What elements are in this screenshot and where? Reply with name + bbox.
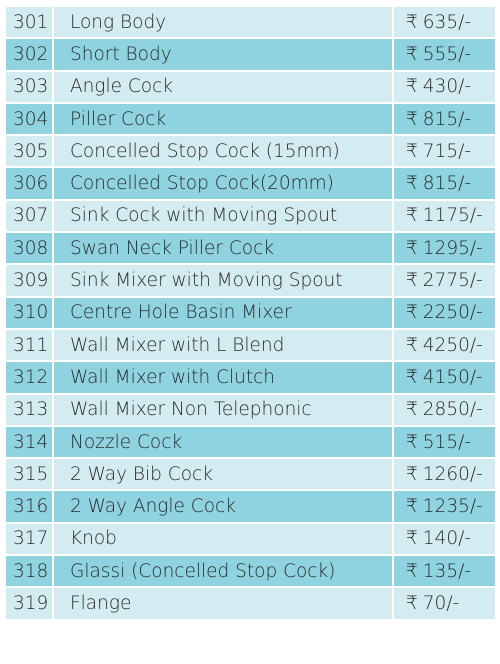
- item-price: 1295/-: [422, 237, 483, 259]
- item-name: Sink Mixer with Moving Spout: [54, 265, 392, 295]
- item-price-cell: [394, 524, 495, 554]
- item-price: 635/-: [422, 11, 472, 33]
- price-list-body: [6, 7, 495, 619]
- item-price: 4250/-: [422, 334, 483, 356]
- rupee-symbol: ₹: [406, 205, 418, 227]
- rupee-symbol: ₹: [406, 302, 418, 324]
- item-name: Wall Mixer Non Telephonic: [54, 395, 392, 425]
- item-price-cell: [394, 39, 495, 69]
- item-code: 311: [6, 330, 52, 360]
- item-code: 305: [6, 136, 52, 166]
- item-code: 317: [6, 524, 52, 554]
- table-row: [6, 330, 495, 360]
- item-name: Swan Neck Piller Cock: [54, 233, 392, 263]
- item-price-cell: [394, 298, 495, 328]
- rupee-symbol: ₹: [406, 76, 418, 98]
- item-code: 303: [6, 72, 52, 102]
- table-row: [6, 201, 495, 231]
- item-price-cell: [394, 233, 495, 263]
- item-code: 308: [6, 233, 52, 263]
- item-price: 135/-: [422, 560, 472, 582]
- item-code: 309: [6, 265, 52, 295]
- table-row: [6, 395, 495, 425]
- item-code: 310: [6, 298, 52, 328]
- item-price-cell: [394, 588, 495, 618]
- item-code: 312: [6, 362, 52, 392]
- item-name: Concelled Stop Cock (15mm): [54, 136, 392, 166]
- item-name: Short Body: [54, 39, 392, 69]
- item-name: Nozzle Cock: [54, 427, 392, 457]
- item-code: 307: [6, 201, 52, 231]
- item-price-cell: [394, 427, 495, 457]
- item-code: 302: [6, 39, 52, 69]
- item-code: 304: [6, 104, 52, 134]
- rupee-symbol: ₹: [406, 366, 418, 388]
- item-name: 2 Way Bib Cock: [54, 459, 392, 489]
- item-code: 306: [6, 168, 52, 198]
- price-list-table: [4, 5, 497, 621]
- rupee-symbol: ₹: [406, 399, 418, 421]
- item-code: 315: [6, 459, 52, 489]
- item-name: Long Body: [54, 7, 392, 37]
- rupee-symbol: ₹: [406, 334, 418, 356]
- table-row: [6, 265, 495, 295]
- item-name: Glassi (Concelled Stop Cock): [54, 556, 392, 586]
- rupee-symbol: ₹: [406, 528, 418, 550]
- rupee-symbol: ₹: [406, 11, 418, 33]
- rupee-symbol: ₹: [406, 108, 418, 130]
- table-row: [6, 39, 495, 69]
- rupee-symbol: ₹: [406, 496, 418, 518]
- table-row: [6, 168, 495, 198]
- item-price: 2250/-: [422, 302, 483, 324]
- table-row: [6, 136, 495, 166]
- item-price-cell: [394, 168, 495, 198]
- table-row: [6, 104, 495, 134]
- item-price-cell: [394, 201, 495, 231]
- table-row: [6, 556, 495, 586]
- item-price: 1175/-: [422, 205, 483, 227]
- item-price-cell: [394, 362, 495, 392]
- item-price: 555/-: [422, 43, 472, 65]
- table-row: [6, 524, 495, 554]
- table-row: [6, 72, 495, 102]
- item-price-cell: [394, 556, 495, 586]
- rupee-symbol: ₹: [406, 560, 418, 582]
- rupee-symbol: ₹: [406, 140, 418, 162]
- rupee-symbol: ₹: [406, 592, 418, 614]
- item-name: Wall Mixer with Clutch: [54, 362, 392, 392]
- item-name: Piller Cock: [54, 104, 392, 134]
- table-row: [6, 588, 495, 618]
- item-name: Centre Hole Basin Mixer: [54, 298, 392, 328]
- item-name: Wall Mixer with L Blend: [54, 330, 392, 360]
- table-row: [6, 459, 495, 489]
- table-row: [6, 491, 495, 521]
- item-name: Concelled Stop Cock(20mm): [54, 168, 392, 198]
- rupee-symbol: ₹: [406, 463, 418, 485]
- item-price: 70/-: [422, 592, 460, 614]
- item-name: Flange: [54, 588, 392, 618]
- item-name: Angle Cock: [54, 72, 392, 102]
- item-price-cell: [394, 136, 495, 166]
- item-code: 301: [6, 7, 52, 37]
- table-row: [6, 427, 495, 457]
- item-price: 140/-: [422, 528, 472, 550]
- item-price: 2775/-: [422, 270, 483, 292]
- item-price: 515/-: [422, 431, 472, 453]
- rupee-symbol: ₹: [406, 43, 418, 65]
- rupee-symbol: ₹: [406, 237, 418, 259]
- table-row: [6, 362, 495, 392]
- table-row: [6, 7, 495, 37]
- item-price-cell: [394, 7, 495, 37]
- item-price-cell: [394, 491, 495, 521]
- item-price: 815/-: [422, 108, 472, 130]
- item-code: 318: [6, 556, 52, 586]
- item-price-cell: [394, 265, 495, 295]
- item-name: Knob: [54, 524, 392, 554]
- item-price: 815/-: [422, 173, 472, 195]
- item-code: 319: [6, 588, 52, 618]
- item-price-cell: [394, 459, 495, 489]
- item-price: 2850/-: [422, 399, 483, 421]
- item-price-cell: [394, 104, 495, 134]
- item-price-cell: [394, 395, 495, 425]
- item-code: 313: [6, 395, 52, 425]
- rupee-symbol: ₹: [406, 173, 418, 195]
- table-row: [6, 298, 495, 328]
- item-price: 430/-: [422, 76, 472, 98]
- item-price: 4150/-: [422, 366, 483, 388]
- rupee-symbol: ₹: [406, 431, 418, 453]
- item-price: 1235/-: [422, 496, 483, 518]
- rupee-symbol: ₹: [406, 270, 418, 292]
- item-price: 1260/-: [422, 463, 483, 485]
- item-code: 314: [6, 427, 52, 457]
- item-name: 2 Way Angle Cock: [54, 491, 392, 521]
- item-price: 715/-: [422, 140, 472, 162]
- item-code: 316: [6, 491, 52, 521]
- table-row: [6, 233, 495, 263]
- item-price-cell: [394, 330, 495, 360]
- item-name: Sink Cock with Moving Spout: [54, 201, 392, 231]
- item-price-cell: [394, 72, 495, 102]
